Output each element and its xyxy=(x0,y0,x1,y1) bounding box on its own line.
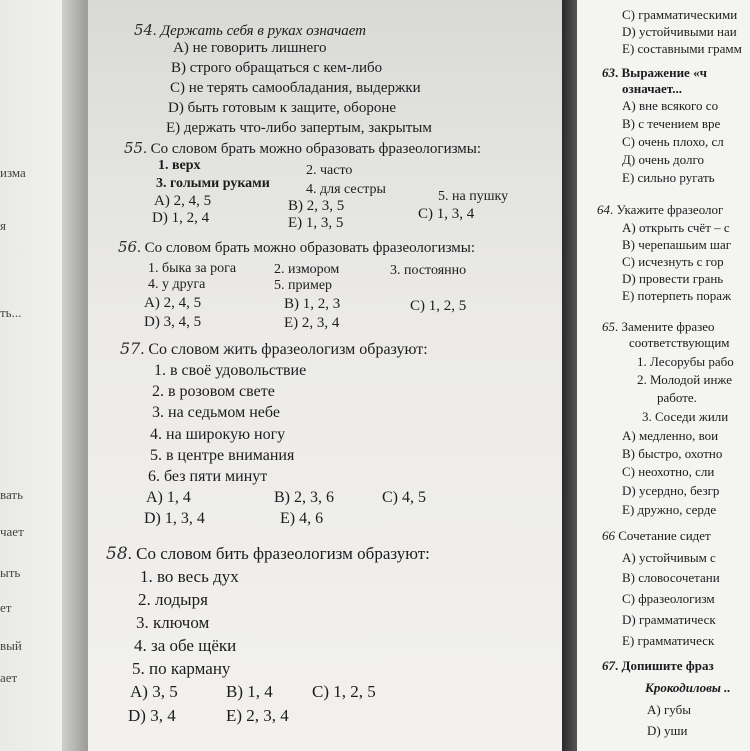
item: 1. Лесорубы рабо xyxy=(637,354,734,369)
item: 1. быка за рога xyxy=(148,261,237,276)
item: работе. xyxy=(657,390,697,405)
option: E) потерпеть пораж xyxy=(622,288,732,303)
option: D) провести грань xyxy=(622,271,724,286)
option: Д) очень долго xyxy=(622,152,704,167)
question-number: 56 xyxy=(118,238,138,256)
item: 5. на пушку xyxy=(438,189,509,204)
question-number: 67 xyxy=(602,658,615,673)
option: D) уши xyxy=(647,723,688,738)
question-text: . Со словом жить фразеологизм образуют: xyxy=(140,341,428,358)
answer: D) 3, 4 xyxy=(128,706,176,725)
left-fragment: чает xyxy=(0,524,24,539)
left-fragment: ть... xyxy=(0,305,22,320)
left-fragment: вый xyxy=(0,638,22,653)
item: 2. в розовом свете xyxy=(152,383,275,400)
question-text: Крокодиловы .. xyxy=(645,680,731,695)
option: E) дружно, серде xyxy=(622,502,717,517)
item: 3. на седьмом небе xyxy=(152,404,280,421)
question-text: . Держать себя в руках означает xyxy=(153,23,367,39)
left-fragment: вать xyxy=(0,487,24,502)
item: 3. голыми руками xyxy=(156,176,270,191)
answer: B) 1, 2, 3 xyxy=(284,296,341,312)
question-text: Сочетание сидет xyxy=(618,528,711,543)
item: 5. пример xyxy=(274,278,333,293)
item: 1. во весь дух xyxy=(140,567,239,586)
book-gutter xyxy=(562,0,577,751)
item: 2. Молодой инже xyxy=(637,372,732,387)
option: A) устойчивым с xyxy=(622,550,716,565)
question-number: 54 xyxy=(134,21,154,39)
question-number: 63 xyxy=(602,65,615,80)
option: C) исчезнуть с гор xyxy=(622,254,724,269)
left-fragment: ет xyxy=(0,600,12,615)
question-number: 65 xyxy=(602,319,615,334)
question-57 xyxy=(120,341,428,358)
option: E) сильно ругать xyxy=(622,170,715,185)
option: E) держать что-либо запертым, закрытым xyxy=(166,120,432,136)
item: 2. часто xyxy=(306,163,353,178)
item: 2. измором xyxy=(274,262,340,277)
item: 5. по карману xyxy=(132,659,231,678)
item: 3. ключом xyxy=(136,613,210,632)
answer: D) 1, 2, 4 xyxy=(152,210,210,226)
left-fragment: ыть xyxy=(0,565,21,580)
option: B) строго обращаться с кем-либо xyxy=(171,60,383,76)
option: D) грамматическ xyxy=(622,612,716,627)
question-58 xyxy=(106,546,430,562)
item: 6. без пяти минут xyxy=(148,468,268,485)
left-fragment: ает xyxy=(0,670,18,685)
item: 1. верх xyxy=(158,158,201,173)
answer: D) 3, 4, 5 xyxy=(144,314,202,330)
option: B) быстро, охотно xyxy=(622,446,723,461)
option: B) с течением вре xyxy=(622,116,721,131)
answer: C) 1, 2, 5 xyxy=(410,298,467,314)
item: 4. у друга xyxy=(148,277,206,292)
answer: B) 2, 3, 6 xyxy=(274,489,334,506)
option: A) медленно, вои xyxy=(622,428,719,443)
question-text: означает... xyxy=(622,81,682,96)
main-page xyxy=(88,0,562,751)
option: B) словосочетани xyxy=(622,570,720,585)
question-text: соответствующим xyxy=(629,335,730,350)
option: B) черепашьим шаг xyxy=(622,237,732,252)
option: C) фразеологизм xyxy=(622,591,715,606)
question-54 xyxy=(134,22,366,39)
answer: E) 2, 3, 4 xyxy=(284,315,340,331)
answer: C) 4, 5 xyxy=(382,489,426,506)
option: E) составными грамм xyxy=(622,41,742,56)
question-55 xyxy=(124,140,481,157)
option: C) очень плохо, сл xyxy=(622,134,724,149)
option: C) не терять самообладания, выдержки xyxy=(170,80,421,96)
answer: A) 1, 4 xyxy=(146,489,191,506)
answer: E) 4, 6 xyxy=(280,510,324,527)
answer: A) 3, 5 xyxy=(130,682,178,701)
question-number: 66 xyxy=(602,528,615,543)
option: A) вне всякого со xyxy=(622,98,719,113)
answer: B) 1, 4 xyxy=(226,682,273,701)
left-fragment: я xyxy=(0,218,6,233)
question-number: 55 xyxy=(124,139,144,157)
answer: E) 1, 3, 5 xyxy=(288,215,344,231)
option: D) быть готовым к защите, обороне xyxy=(168,100,397,116)
option: A) открыть счёт – с xyxy=(622,220,730,235)
answer: B) 2, 3, 5 xyxy=(288,198,345,214)
question-text: . Укажите фразеолог xyxy=(610,202,724,217)
question-number: 58 xyxy=(106,544,128,564)
answer: A) 2, 4, 5 xyxy=(154,193,212,209)
question-number: 64 xyxy=(597,202,610,217)
question-64 xyxy=(597,203,723,217)
left-fragment: изма xyxy=(0,165,26,180)
item: 3. Соседи жили xyxy=(642,409,729,424)
question-text: . Выражение «ч xyxy=(615,65,707,80)
question-text: . Допишите фраз xyxy=(615,658,714,673)
question-56 xyxy=(118,239,475,256)
option: D) устойчивыми наи xyxy=(622,24,737,39)
item: 4. на широкую ногу xyxy=(150,426,286,443)
question-text: . Со словом бить фразеологизм образуют: xyxy=(127,544,430,563)
option: A) не говорить лишнего xyxy=(173,40,327,56)
question-text: . Со словом брать можно образовать фразеологизмы: xyxy=(137,240,476,256)
question-text: . Замените фразео xyxy=(615,319,715,334)
answer: C) 1, 3, 4 xyxy=(418,206,475,222)
option: A) губы xyxy=(647,702,691,717)
item: 3. постоянно xyxy=(390,263,467,278)
option: E) грамматическ xyxy=(622,633,715,648)
right-page xyxy=(577,0,750,751)
question-65 xyxy=(602,320,715,334)
question-63 xyxy=(602,66,707,80)
item: 5. в центре внимания xyxy=(150,447,295,464)
answer: E) 2, 3, 4 xyxy=(226,706,289,725)
item: 1. в своё удовольствие xyxy=(154,362,307,379)
question-66 xyxy=(602,529,711,543)
item: 4. для сестры xyxy=(306,182,386,197)
option: C) неохотно, сли xyxy=(622,464,715,479)
option: C) грамматическими xyxy=(622,7,738,22)
question-number: 57 xyxy=(120,339,141,358)
answer: D) 1, 3, 4 xyxy=(144,510,205,527)
answer: C) 1, 2, 5 xyxy=(312,682,376,701)
option: D) усердно, безгр xyxy=(622,483,720,498)
question-text: . Со словом брать можно образовать фразеологизмы: xyxy=(143,141,482,157)
answer: A) 2, 4, 5 xyxy=(144,295,202,311)
question-67 xyxy=(602,659,714,673)
previous-page-strip xyxy=(0,0,70,751)
item: 2. лодыря xyxy=(138,590,208,609)
item: 4. за обе щёки xyxy=(134,636,237,655)
